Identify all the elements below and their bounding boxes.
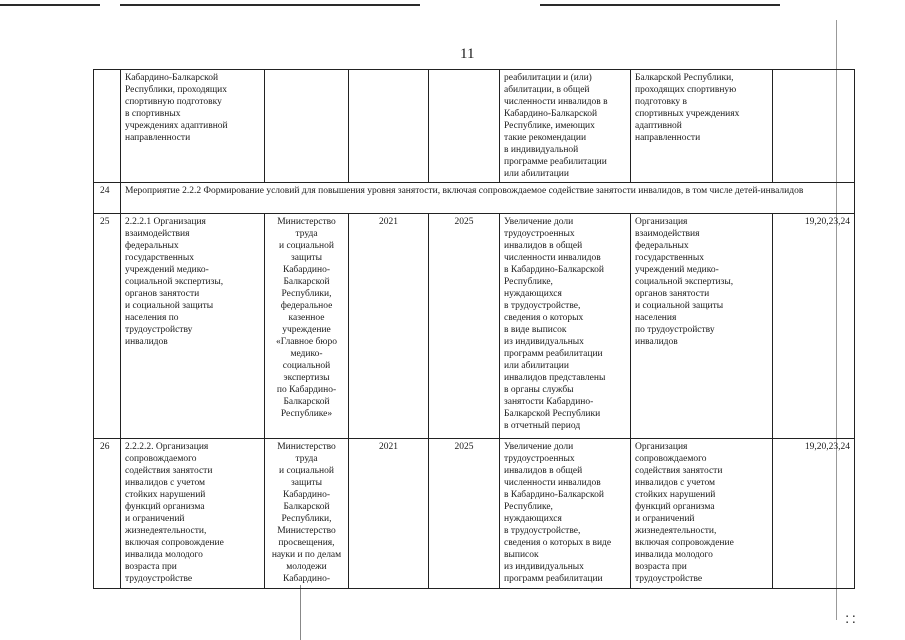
table-row-event — [94, 183, 855, 214]
executor: Министерство труда и социальной защиты Кабардино- Балкарской Республики, Министерство просвещения, науки и по делам молодежи Кабардино- — [265, 439, 349, 589]
row-number: 25 — [94, 214, 121, 439]
start-year — [349, 70, 429, 183]
indicator-description: Балкарской Республики, проходящих спортивную подготовку в спортивных учреждениях адаптивной направленности — [631, 70, 773, 183]
executor: Министерство труда и социальной защиты Кабардино- Балкарской Республики, федеральное казенное учреждение «Главное бюро медико-социальной экспертизы по Кабардино- Балкарской Республике» — [265, 214, 349, 439]
activity-name: 2.2.2.1 Организация взаимодействия федеральных государственных учреждений медико- социальной экспертизы, органов занятости и социальной защиты населения по трудоустройству инвалидов — [121, 214, 265, 439]
expected-result: реабилитации и (или) абилитации, в общей численности инвалидов в Кабардино-Балкарской Республике, имеющих такие рекомендации в индивидуальной программе реабилитации или абилитации — [500, 70, 631, 183]
scan-edge-left — [0, 4, 100, 6]
indicator-description: Организация сопровождаемого содействия занятости инвалидов с учетом стойких нарушений функций организма и ограничений жизнедеятельности, включая сопровождение инвалида молодого возраста при трудоустройстве — [631, 439, 773, 589]
table-row — [94, 439, 855, 589]
expected-result: Увеличение доли трудоустроенных инвалидов в общей численности инвалидов в Кабардино-Балкарской Республике, нуждающихся в трудоустройстве, сведения о которых в виде выписок из индивидуальных программ реабилитации или абилитации инвалидов представлены в органы службы занятости Кабардино- Балкарской Республики в отчетный период — [500, 214, 631, 439]
scan-edge-mid — [120, 4, 420, 6]
end-year — [429, 70, 500, 183]
row-number: 26 — [94, 439, 121, 589]
scan-specks: ▪ ▪ ▪ ▪ — [846, 614, 855, 626]
indicator-links: 19,20,23,24 — [773, 214, 855, 439]
start-year: 2021 — [349, 214, 429, 439]
fold-line-dashed — [300, 585, 301, 640]
table-row — [94, 70, 855, 183]
activity-name: Кабардино-Балкарской Республики, проходящих спортивную подготовку в спортивных учреждениях адаптивной направленности — [121, 70, 265, 183]
activity-name: 2.2.2.2. Организация сопровождаемого содействия занятости инвалидов с учетом стойких нарушений функций организма и ограничений жизнедеятельности, включая сопровождение инвалида молодого возраста при трудоустройстве — [121, 439, 265, 589]
event-title: Мероприятие 2.2.2 Формирование условий для повышения уровня занятости, включая сопровождаемое содействие занятости инвалидов, в том числе детей-инвалидов — [121, 183, 855, 214]
row-number: 24 — [94, 183, 121, 214]
indicator-links — [773, 70, 855, 183]
table-row — [94, 214, 855, 439]
scan-edge-right — [540, 4, 780, 6]
page-number: 11 — [460, 46, 475, 62]
program-table — [93, 69, 855, 589]
end-year: 2025 — [429, 214, 500, 439]
row-number — [94, 70, 121, 183]
end-year: 2025 — [429, 439, 500, 589]
expected-result: Увеличение доли трудоустроенных инвалидов в общей численности инвалидов в Кабардино-Балкарской Республике, нуждающихся в трудоустройстве, сведения о которых в виде выписок из индивидуальных программ реабилитации — [500, 439, 631, 589]
indicator-description: Организация взаимодействия федеральных государственных учреждений медико- социальной экспертизы, органов занятости и социальной защиты населения по трудоустройству инвалидов — [631, 214, 773, 439]
start-year: 2021 — [349, 439, 429, 589]
executor — [265, 70, 349, 183]
indicator-links: 19,20,23,24 — [773, 439, 855, 589]
